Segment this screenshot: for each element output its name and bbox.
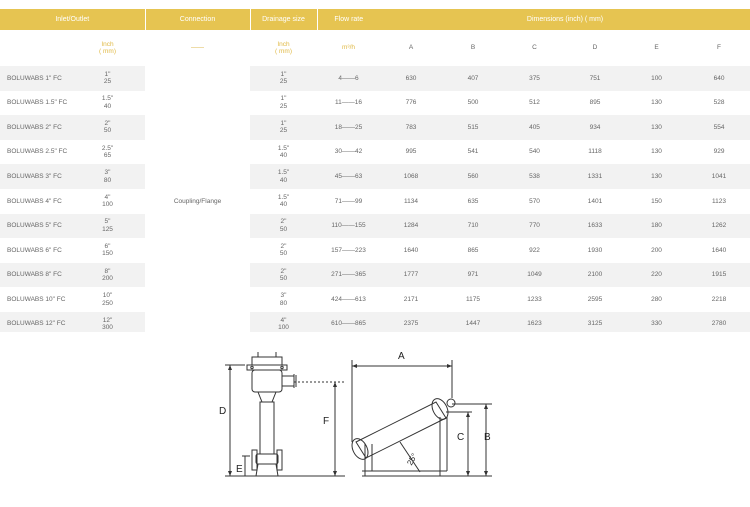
- cell-inlet: 8" 200: [70, 263, 145, 288]
- cell-inlet: 12" 300: [70, 312, 145, 337]
- cell-B: 407: [442, 66, 504, 91]
- units-model-blank: [0, 30, 70, 66]
- cell-E: 130: [625, 164, 688, 189]
- cell-F: 1915: [688, 263, 750, 288]
- cell-C: 512: [529, 99, 540, 107]
- cell-B: 560: [442, 164, 504, 189]
- table-row: [0, 115, 750, 140]
- cell-drainage: 2" 50: [250, 263, 317, 288]
- cell-E: 130: [625, 115, 688, 140]
- cell-D: 3125: [565, 312, 625, 337]
- cell-A: 1777: [380, 263, 442, 288]
- cell-F: 2780: [688, 312, 750, 337]
- header-dimensions: Dimensions (inch) ( mm): [380, 9, 750, 30]
- cell-E: 180: [625, 214, 688, 239]
- table-row: [0, 287, 750, 312]
- cell-inlet: 10" 250: [102, 292, 113, 307]
- cell-A: 1284: [380, 214, 442, 239]
- cell-drainage: 4" 100: [250, 312, 317, 337]
- cell-drainage: 3" 80: [279, 292, 288, 307]
- label-D: D: [219, 406, 227, 417]
- cell-B: 1447: [442, 312, 504, 337]
- units-drainage: Inch ( mm): [275, 40, 292, 55]
- label-E: E: [236, 464, 243, 475]
- cell-flow: 11——16: [335, 99, 362, 107]
- units-connection: ——: [191, 44, 205, 52]
- cell-C: 570: [529, 197, 540, 205]
- cell-flow: 157——223: [331, 246, 366, 254]
- cell-A: 1134: [404, 197, 418, 205]
- cell-inlet: 6" 150: [102, 242, 113, 258]
- units-C: C: [532, 44, 537, 52]
- cell-model: BOLUWABS 2.5" FC: [7, 148, 68, 156]
- cell-flow: 4——6: [317, 66, 380, 91]
- cell-F: 1123: [712, 197, 727, 205]
- cell-flow: 45——63: [317, 164, 380, 189]
- cell-C: 538: [504, 164, 565, 189]
- cell-F: 1262: [688, 214, 750, 239]
- cell-D: 1633: [565, 214, 625, 239]
- cell-B: 541: [467, 148, 479, 156]
- cell-B: 710: [442, 214, 504, 239]
- angled-filter-drawing: [349, 360, 492, 476]
- table-row: [0, 189, 750, 214]
- cell-A: 630: [380, 66, 442, 91]
- header-connection: Connection: [145, 9, 250, 30]
- cell-model: BOLUWABS 3" FC: [0, 164, 70, 189]
- units-inlet: Inch ( mm): [99, 40, 116, 55]
- cell-C: 540: [529, 148, 540, 156]
- cell-A: 776: [405, 99, 417, 107]
- label-B: B: [484, 432, 491, 443]
- table-row: [0, 238, 750, 263]
- cell-flow: 30——42: [334, 148, 363, 156]
- cell-C: 405: [504, 115, 565, 140]
- cell-D: 895: [589, 99, 601, 107]
- cell-A: 1068: [380, 164, 442, 189]
- cell-B: 865: [467, 246, 479, 254]
- cell-model: BOLUWABS 1" FC: [0, 66, 70, 91]
- cell-drainage: 2" 50: [279, 242, 288, 258]
- table-row: [0, 214, 750, 239]
- table-row: [0, 140, 750, 165]
- cell-A: 2171: [403, 295, 419, 303]
- cell-connection: Coupling/Flange: [145, 66, 250, 337]
- header-row: [0, 9, 750, 30]
- cell-drainage: 1" 25: [250, 115, 317, 140]
- cell-C: 770: [504, 214, 565, 239]
- cell-drainage: 1" 25: [279, 95, 288, 110]
- cell-flow: 110——155: [317, 214, 380, 239]
- cell-C: 922: [529, 246, 540, 254]
- cell-E: 280: [651, 295, 662, 303]
- cell-F: 528: [713, 99, 725, 107]
- cell-flow: 71——99: [334, 197, 363, 205]
- cell-E: 100: [625, 66, 688, 91]
- label-A: A: [398, 351, 405, 362]
- label-F: F: [323, 416, 330, 427]
- drawings-svg: [0, 332, 750, 502]
- cell-E: 200: [651, 246, 662, 254]
- cell-D: 1930: [587, 246, 603, 254]
- label-angle: 25°: [405, 451, 419, 467]
- cell-F: 929: [713, 148, 725, 156]
- table-row: [0, 91, 750, 116]
- cell-B: 515: [442, 115, 504, 140]
- cell-E: 130: [651, 148, 662, 156]
- cell-D: 2100: [565, 263, 625, 288]
- units-A: A: [408, 44, 414, 52]
- cell-E: 220: [625, 263, 688, 288]
- cell-flow: 424——613: [331, 295, 366, 303]
- cell-inlet: 2.5" 65: [101, 144, 114, 160]
- cell-model: BOLUWABS 10" FC: [7, 295, 66, 303]
- cell-inlet: 1.5" 40: [101, 95, 114, 110]
- cell-A: 783: [380, 115, 442, 140]
- cell-drainage: 2" 50: [250, 214, 317, 239]
- cell-E: 150: [651, 197, 662, 205]
- cell-D: 751: [565, 66, 625, 91]
- cell-inlet: 1" 25: [70, 66, 145, 91]
- cell-E: 330: [625, 312, 688, 337]
- cell-model: BOLUWABS 4" FC: [7, 197, 62, 205]
- cell-F: 640: [688, 66, 750, 91]
- table-row: [0, 263, 750, 288]
- cell-flow: 271——365: [317, 263, 380, 288]
- cell-inlet: 5" 125: [70, 214, 145, 239]
- cell-inlet: 3" 80: [70, 164, 145, 189]
- cell-drainage: 1" 25: [250, 66, 317, 91]
- units-row: [0, 30, 750, 66]
- cell-F: 1640: [711, 246, 727, 254]
- units-flow: m³/h: [342, 44, 356, 52]
- cell-B: 971: [442, 263, 504, 288]
- cell-C: 1623: [504, 312, 565, 337]
- cell-model: BOLUWABS 6" FC: [7, 246, 62, 254]
- units-F: F: [717, 44, 722, 52]
- cell-model: BOLUWABS 5" FC: [0, 214, 70, 239]
- cell-model: BOLUWABS 12" FC: [0, 312, 70, 337]
- cell-B: 635: [467, 197, 479, 205]
- cell-C: 375: [504, 66, 565, 91]
- cell-inlet: 2" 50: [70, 115, 145, 140]
- table-row: [0, 164, 750, 189]
- cell-drainage: 1.5" 40: [277, 144, 290, 160]
- units-D: D: [592, 44, 598, 52]
- label-C: C: [457, 432, 465, 443]
- cell-E: 130: [651, 99, 662, 107]
- cell-flow: 18——25: [317, 115, 380, 140]
- cell-model: BOLUWABS 8" FC: [0, 263, 70, 288]
- cell-D: 2595: [587, 295, 603, 303]
- units-B: B: [470, 44, 476, 52]
- cell-A: 1640: [403, 246, 419, 254]
- cell-D: 1331: [565, 164, 625, 189]
- cell-F: 2218: [711, 295, 727, 303]
- table-row: [0, 66, 750, 91]
- cell-D: 1401: [587, 197, 603, 205]
- dimension-drawings: [0, 332, 750, 502]
- cell-F: 554: [688, 115, 750, 140]
- cell-D: 934: [565, 115, 625, 140]
- vertical-filter-drawing: [225, 352, 345, 476]
- header-flow-rate: Flow rate: [317, 9, 380, 30]
- cell-A: 2375: [380, 312, 442, 337]
- cell-C: 1233: [527, 295, 542, 303]
- cell-B: 500: [467, 99, 479, 107]
- cell-F: 1041: [688, 164, 750, 189]
- units-E: E: [654, 44, 659, 52]
- cell-inlet: 4" 100: [102, 193, 113, 209]
- cell-D: 1118: [588, 148, 602, 156]
- header-drainage-size: Drainage size: [250, 9, 317, 30]
- header-inlet-outlet: Inlet/Outlet: [0, 9, 145, 30]
- cell-model: BOLUWABS 2" FC: [0, 115, 70, 140]
- cell-flow: 610——865: [317, 312, 380, 337]
- spec-table: [0, 9, 750, 337]
- cell-C: 1049: [504, 263, 565, 288]
- cell-drainage: 1.5" 40: [277, 193, 290, 209]
- cell-B: 1175: [466, 295, 480, 303]
- cell-A: 995: [405, 148, 417, 156]
- cell-model: BOLUWABS 1.5" FC: [7, 99, 68, 107]
- cell-drainage: 1.5" 40: [250, 164, 317, 189]
